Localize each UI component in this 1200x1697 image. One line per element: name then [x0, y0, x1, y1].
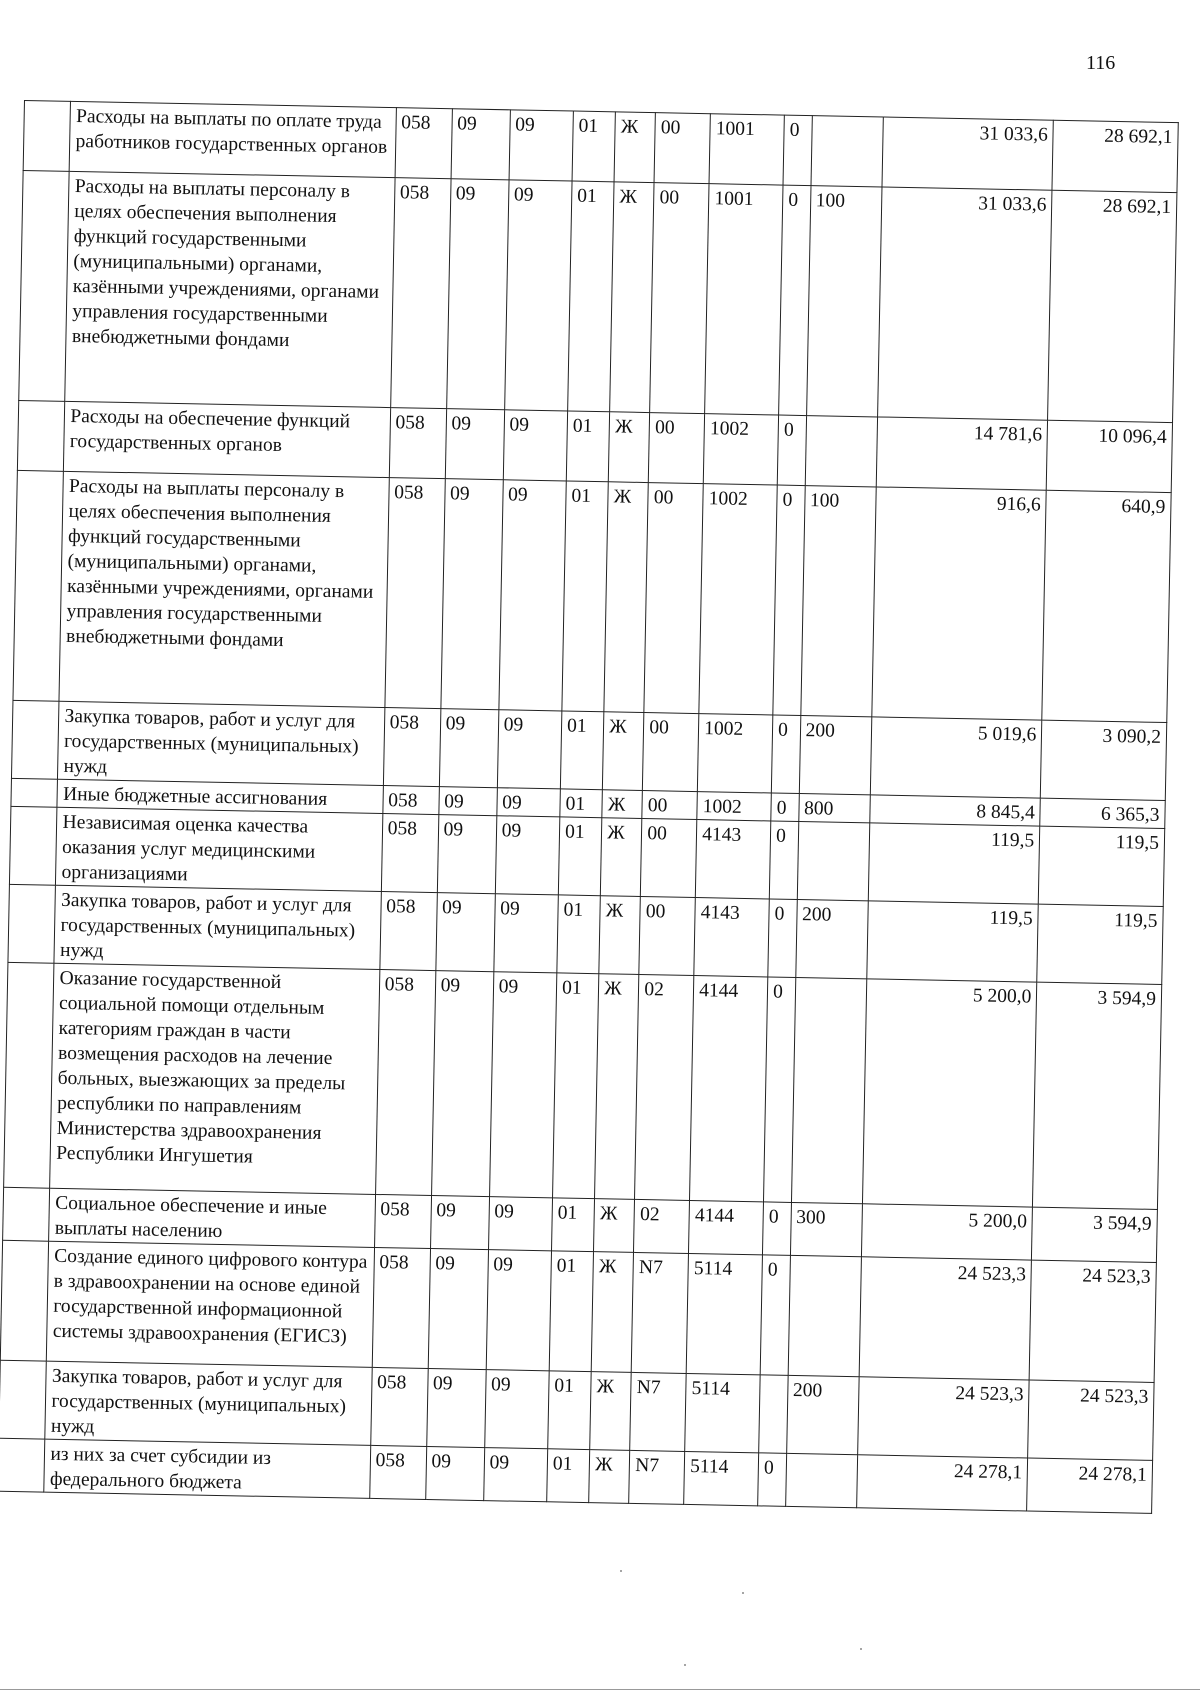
code-subprogram: Ж	[591, 1252, 633, 1373]
amount-planned: 5 200,0	[863, 979, 1037, 1207]
code-event: 00	[642, 791, 697, 820]
code-flag: 0	[760, 1255, 790, 1376]
code-ministry: 058	[374, 1194, 431, 1248]
code-subprogram: Ж	[599, 896, 641, 975]
budget-table	[0, 100, 1179, 1514]
code-subsection: 09	[494, 894, 559, 973]
code-expense-type	[785, 1453, 858, 1507]
amount-planned: 119,5	[869, 823, 1040, 904]
expense-name: Независимая оценка качества оказания услуг медицинскими организациями	[56, 807, 383, 891]
code-flag: 0	[783, 115, 812, 186]
code-section: 09	[438, 787, 497, 816]
scan-speck	[620, 1570, 622, 1572]
code-program: 01	[572, 111, 616, 182]
code-section: 09	[451, 109, 510, 180]
code-flag: 0	[771, 715, 800, 794]
amount-executed: 3 594,9	[1032, 1207, 1158, 1262]
amount-planned: 31 033,6	[882, 117, 1053, 190]
code-subprogram: Ж	[602, 790, 643, 819]
code-direction: 5114	[686, 1253, 762, 1374]
amount-planned: 5 200,0	[862, 1204, 1033, 1260]
code-direction: 4143	[696, 820, 771, 899]
page-number: 116	[1086, 52, 1116, 74]
code-section: 09	[435, 893, 495, 972]
expense-name: Создание единого цифрового контура в здравоохранении на основе единой государственной информационной системы здравоохранения (ЕГИСЗ)	[47, 1241, 374, 1367]
code-section: 09	[426, 1368, 486, 1447]
code-subsection: 09	[503, 410, 568, 481]
code-section: 09	[440, 479, 502, 710]
table-row	[4, 962, 1162, 1209]
code-event: 02	[635, 974, 694, 1200]
code-expense-type: 800	[798, 794, 870, 823]
code-section: 09	[437, 815, 497, 894]
code-subprogram: Ж	[590, 1372, 632, 1451]
code-flag: 0	[769, 821, 798, 900]
code-ministry: 058	[369, 1445, 426, 1499]
code-program: 01	[548, 1371, 592, 1450]
expense-name: Расходы на выплаты персоналу в целях обеспечения выполнения функций государственными (муниципальными) органами, казёнными учреждениями, органами управления государственными внебюджетными фондами	[65, 171, 395, 407]
code-subsection: 09	[497, 710, 562, 789]
code-program: 01	[549, 1251, 594, 1372]
code-subsection: 09	[499, 480, 567, 711]
code-flag: 0	[773, 485, 805, 715]
amount-planned: 916,6	[872, 487, 1046, 720]
code-direction: 1002	[698, 714, 773, 793]
code-section: 09	[446, 179, 508, 410]
row-margin-cell	[11, 700, 59, 779]
code-program: 01	[560, 711, 604, 790]
code-subprogram: Ж	[589, 1450, 630, 1504]
code-subprogram: Ж	[604, 482, 649, 713]
expense-name: из них за счет субсидии из федерального бюджета	[44, 1439, 370, 1498]
code-expense-type: 300	[790, 1202, 863, 1256]
code-expense-type: 200	[799, 716, 872, 795]
code-ministry: 058	[372, 1247, 430, 1368]
code-ministry: 058	[395, 108, 452, 179]
row-margin-cell	[0, 1360, 47, 1439]
code-direction: 4144	[689, 1200, 764, 1254]
code-program: 01	[552, 1198, 595, 1252]
code-subprogram: Ж	[614, 112, 655, 183]
code-flag: 0	[777, 415, 806, 486]
code-ministry: 058	[381, 814, 438, 893]
code-ministry: 058	[380, 891, 437, 970]
code-direction: 1002	[699, 484, 777, 715]
code-direction: 1002	[697, 792, 771, 821]
code-section: 09	[439, 709, 499, 788]
amount-planned: 14 781,6	[877, 417, 1048, 490]
code-event: 00	[641, 818, 697, 897]
row-margin-cell	[0, 1438, 45, 1492]
code-subprogram: Ж	[595, 974, 639, 1200]
code-subsection: 09	[497, 788, 561, 817]
table-row	[13, 470, 1171, 722]
code-expense-type	[791, 977, 867, 1203]
code-program: 01	[553, 973, 600, 1199]
code-program: 01	[568, 181, 615, 412]
code-event: 02	[634, 1199, 690, 1253]
amount-executed: 119,5	[1039, 826, 1165, 906]
code-flag: 0	[763, 1202, 791, 1256]
row-margin-cell	[11, 778, 58, 807]
code-subsection: 09	[504, 180, 572, 411]
code-event: N7	[630, 1372, 686, 1451]
code-subsection: 09	[486, 1250, 552, 1371]
code-program: 01	[558, 817, 602, 896]
code-subprogram: Ж	[603, 712, 645, 791]
row-margin-cell	[0, 1240, 49, 1361]
code-subprogram: Ж	[608, 412, 649, 483]
code-subprogram: Ж	[610, 182, 655, 413]
code-program: 01	[566, 411, 610, 482]
code-expense-type: 100	[806, 186, 882, 417]
amount-executed: 28 692,1	[1052, 120, 1178, 192]
code-direction: 4143	[694, 898, 769, 977]
code-event: 00	[654, 113, 710, 184]
code-subprogram: Ж	[601, 818, 643, 897]
scan-speck	[684, 1664, 686, 1666]
amount-executed: 24 278,1	[1027, 1458, 1153, 1513]
code-ministry: 058	[385, 478, 445, 709]
code-subsection: 09	[489, 972, 557, 1198]
code-flag	[759, 1375, 788, 1454]
code-event: 00	[639, 896, 695, 975]
expense-name: Закупка товаров, работ и услуг для государственных (муниципальных) нужд	[54, 885, 381, 969]
expense-name: Социальное обеспечение и иные выплаты населению	[49, 1188, 375, 1247]
code-expense-type	[811, 116, 884, 187]
table-row	[19, 170, 1177, 422]
row-margin-cell	[8, 884, 56, 963]
code-program: 01	[560, 789, 603, 818]
code-expense-type: 200	[795, 899, 868, 978]
code-flag: 0	[771, 793, 799, 822]
code-program: 01	[547, 1449, 590, 1503]
expense-name: Расходы на обеспечение функций государственных органов	[64, 401, 390, 477]
table-body	[0, 101, 1178, 1514]
code-ministry: 058	[383, 708, 440, 787]
amount-executed: 3 594,9	[1033, 982, 1162, 1209]
amount-executed: 3 090,2	[1041, 720, 1167, 800]
expense-name: Иные бюджетные ассигнования	[57, 779, 383, 813]
code-subsection: 09	[483, 1448, 547, 1502]
code-expense-type: 100	[800, 486, 876, 717]
code-expense-type	[797, 821, 870, 900]
row-margin-cell	[4, 962, 55, 1188]
amount-planned: 24 523,3	[859, 1257, 1031, 1380]
code-direction: 4144	[690, 976, 768, 1202]
code-event: 00	[643, 713, 699, 792]
expense-name: Расходы на выплаты персоналу в целях обеспечения выполнения функций государственными (муниципальными) органами, казёнными учреждениями, органами управления государственными внебюджетными фондами	[59, 471, 389, 707]
code-ministry: 058	[383, 786, 439, 815]
amount-planned: 5 019,6	[871, 717, 1042, 798]
code-flag: 0	[768, 899, 797, 978]
amount-executed: 10 096,4	[1047, 420, 1173, 492]
amount-executed: 28 692,1	[1048, 190, 1177, 422]
code-direction: 1001	[705, 184, 783, 415]
amount-executed: 6 365,3	[1040, 798, 1165, 828]
row-margin-cell	[19, 170, 70, 401]
page-bottom-rule	[0, 1689, 1200, 1690]
expense-name: Закупка товаров, работ и услуг для государственных (муниципальных) нужд	[58, 701, 385, 785]
expense-name: Закупка товаров, работ и услуг для государственных (муниципальных) нужд	[45, 1361, 372, 1445]
code-subsection: 09	[484, 1370, 549, 1449]
code-event: N7	[629, 1450, 685, 1504]
amount-planned: 24 523,3	[858, 1377, 1029, 1458]
code-direction: 5114	[685, 1373, 760, 1452]
code-section: 09	[428, 1249, 488, 1370]
code-section: 09	[430, 1196, 489, 1250]
code-flag: 0	[779, 185, 811, 415]
code-event: N7	[632, 1252, 689, 1373]
amount-executed: 24 523,3	[1029, 1260, 1156, 1382]
code-ministry: 058	[375, 969, 435, 1195]
expense-name: Расходы на выплаты по оплате труда работников государственных органов	[70, 101, 396, 177]
row-margin-cell	[13, 470, 64, 701]
code-expense-type: 200	[786, 1375, 859, 1454]
code-direction: 5114	[684, 1451, 759, 1505]
amount-planned: 31 033,6	[878, 187, 1052, 420]
scan-speck	[860, 1648, 862, 1650]
expense-name: Оказание государственной социальной помощи отдельным категориям граждан в части возмещения расходов на лечение больных, выезжающих за пределы республики по направлениям Министерства здравоохранения Республики Ингушетия	[50, 963, 379, 1194]
row-margin-cell	[23, 101, 71, 172]
code-subsection: 09	[488, 1197, 552, 1251]
amount-planned: 119,5	[867, 901, 1038, 982]
row-margin-cell	[9, 806, 57, 885]
row-margin-cell	[17, 400, 65, 471]
table-row	[0, 1240, 1156, 1382]
code-direction: 1002	[703, 414, 778, 485]
code-section: 09	[425, 1446, 484, 1500]
code-flag: 0	[758, 1453, 786, 1507]
code-event: 00	[650, 183, 709, 414]
code-program: 01	[557, 895, 601, 974]
code-flag: 0	[764, 977, 796, 1202]
amount-planned: 8 845,4	[870, 795, 1040, 826]
amount-executed: 640,9	[1042, 490, 1171, 722]
scan-speck	[742, 1592, 744, 1594]
code-event: 00	[649, 413, 705, 484]
code-direction: 1001	[709, 114, 784, 185]
code-expense-type	[805, 416, 878, 487]
amount-planned: 24 278,1	[857, 1455, 1028, 1511]
code-program: 01	[562, 481, 609, 712]
code-subsection: 09	[495, 816, 560, 895]
amount-executed: 119,5	[1037, 904, 1163, 984]
code-section: 09	[431, 971, 493, 1197]
code-expense-type	[788, 1255, 862, 1376]
budget-table-container	[0, 100, 1179, 1514]
row-margin-cell	[3, 1187, 50, 1241]
code-ministry: 058	[390, 178, 450, 409]
code-subsection: 09	[509, 110, 574, 181]
code-event: 00	[644, 483, 703, 714]
code-subprogram: Ж	[594, 1199, 635, 1253]
code-section: 09	[445, 409, 504, 480]
code-ministry: 058	[389, 408, 446, 479]
code-ministry: 058	[370, 1367, 427, 1446]
amount-executed: 24 523,3	[1028, 1380, 1154, 1460]
